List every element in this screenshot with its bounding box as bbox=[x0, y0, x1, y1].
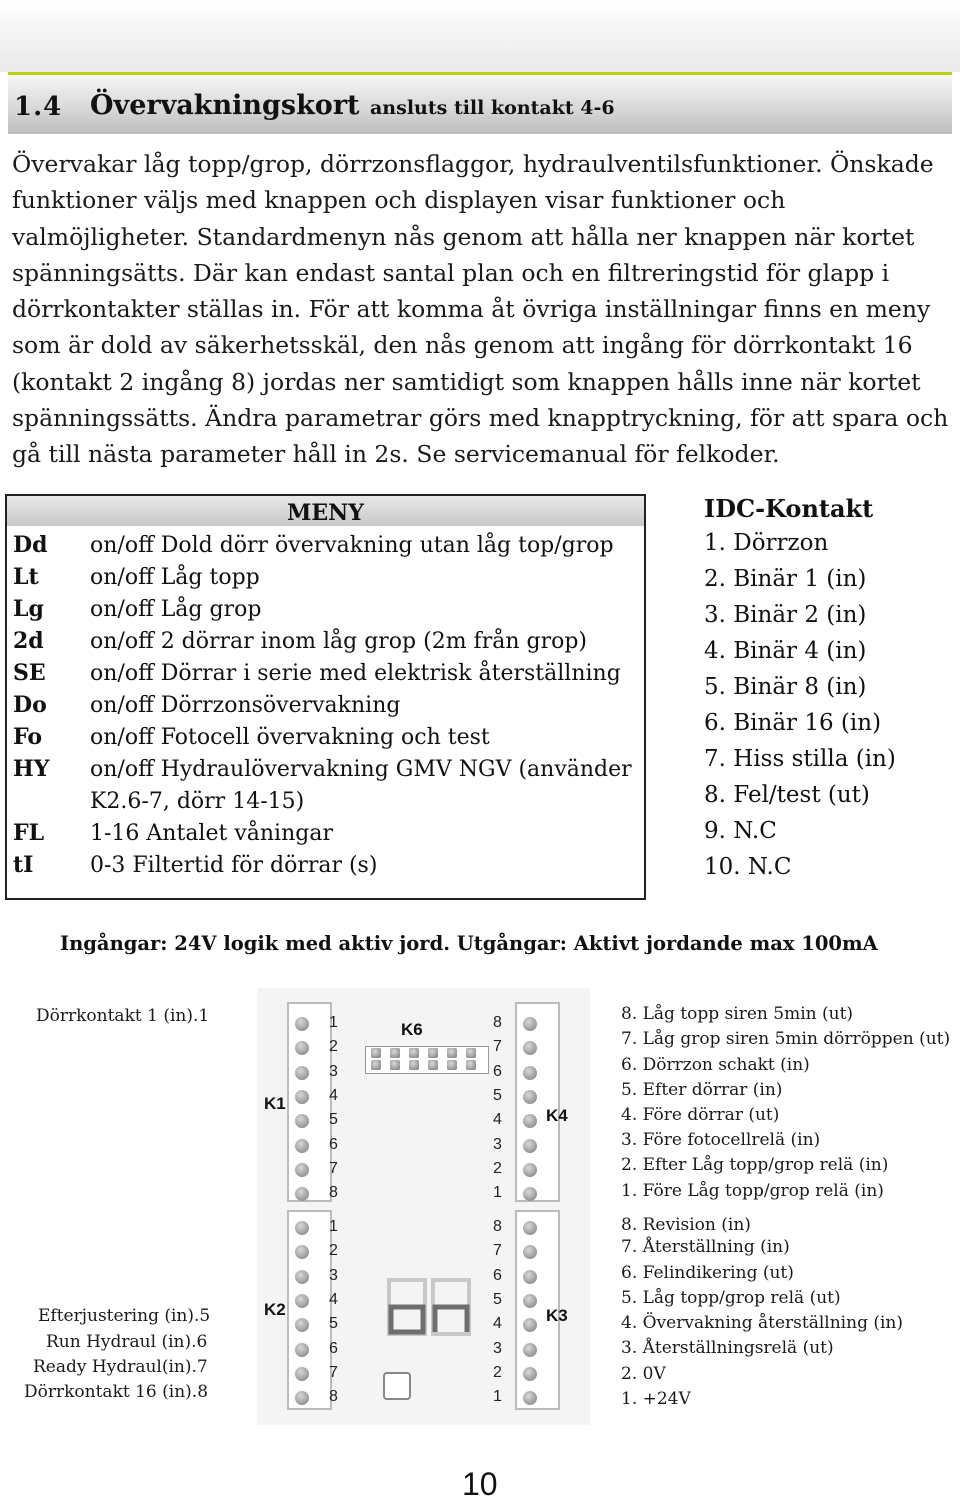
pin-number: 1 bbox=[329, 1218, 338, 1235]
idc-title: IDC-Kontakt bbox=[704, 494, 874, 523]
k4-pin-label: 3. Före fotocellrelä (in) bbox=[621, 1130, 821, 1150]
k6-label: K6 bbox=[401, 1020, 423, 1039]
pin-number: 7 bbox=[493, 1038, 502, 1056]
seven-segment-display bbox=[385, 1276, 473, 1338]
pin-number: 3 bbox=[493, 1135, 502, 1153]
menu-code: FL bbox=[13, 820, 45, 846]
k4-pin-label: 6. Dörrzon schakt (in) bbox=[621, 1055, 810, 1075]
menu-desc: on/off 2 dörrar inom låg grop (2m från grop) bbox=[90, 629, 588, 654]
pin-number: 8 bbox=[493, 1218, 502, 1235]
idc-item: 8. Fel/test (ut) bbox=[704, 782, 870, 808]
k2-pin-label: Efterjustering (in).5 bbox=[38, 1306, 211, 1326]
menu-code: Lg bbox=[13, 596, 44, 622]
k3-pin-label: 2. 0V bbox=[621, 1364, 666, 1384]
k3-pin-label: 7. Återställning (in) bbox=[621, 1237, 790, 1257]
menu-code: SE bbox=[13, 660, 46, 686]
connector-pin bbox=[295, 1187, 309, 1201]
k4-pin-label: 7. Låg grop siren 5min dörröppen (ut) bbox=[621, 1029, 951, 1049]
pin-number: 5 bbox=[493, 1290, 502, 1308]
pin-number: 2 bbox=[329, 1242, 338, 1260]
k3-pin-label: 8. Revision (in) bbox=[621, 1215, 751, 1235]
connector-pin bbox=[523, 1187, 537, 1201]
menu-desc: 1-16 Antalet våningar bbox=[90, 821, 333, 846]
connector-pin bbox=[295, 1090, 309, 1104]
section-number: 1.4 bbox=[14, 92, 63, 122]
pin-number: 5 bbox=[329, 1111, 338, 1129]
connector-pin bbox=[523, 1221, 537, 1235]
connector-pin bbox=[295, 1017, 309, 1031]
menu-code: 2d bbox=[13, 628, 44, 654]
pin-number: 2 bbox=[493, 1363, 502, 1381]
pin-number: 1 bbox=[493, 1388, 502, 1406]
connector-pin bbox=[295, 1270, 309, 1284]
pin-number: 8 bbox=[329, 1388, 338, 1406]
connector-pin bbox=[295, 1163, 309, 1177]
menu-desc: on/off Dörrar i serie med elektrisk återställning bbox=[90, 661, 621, 686]
k3-label: K3 bbox=[546, 1306, 568, 1325]
pin-number: 8 bbox=[493, 1014, 502, 1031]
idc-item: 5. Binär 8 (in) bbox=[704, 674, 867, 700]
connector-pin bbox=[523, 1391, 537, 1405]
pin-number: 6 bbox=[493, 1266, 502, 1284]
menu-desc: on/off Låg grop bbox=[90, 597, 262, 622]
k6-pin bbox=[390, 1048, 400, 1058]
k6-pin bbox=[466, 1060, 476, 1070]
menu-code: tI bbox=[13, 852, 34, 878]
page-top-gradient bbox=[0, 0, 960, 72]
pin-number: 2 bbox=[329, 1038, 338, 1056]
idc-item: 2. Binär 1 (in) bbox=[704, 566, 867, 592]
pin-number: 6 bbox=[329, 1135, 338, 1153]
menu-code: Lt bbox=[13, 564, 39, 590]
connector-pin bbox=[295, 1343, 309, 1357]
menu-title: MENY bbox=[287, 500, 364, 526]
k2-pin-label: Dörrkontakt 16 (in).8 bbox=[24, 1382, 209, 1402]
io-spec-line: Ingångar: 24V logik med aktiv jord. Utgångar: Aktivt jordande max 100mA bbox=[60, 932, 878, 955]
pin-number: 3 bbox=[329, 1062, 338, 1080]
k2-pin-label: Ready Hydraul(in).7 bbox=[33, 1357, 208, 1377]
section-subtitle: ansluts till kontakt 4-6 bbox=[370, 97, 615, 119]
k6-pin bbox=[447, 1060, 457, 1070]
k4-pin-label: 1. Före Låg topp/grop relä (in) bbox=[621, 1181, 884, 1201]
menu-desc: on/off Dold dörr övervakning utan låg top/grop bbox=[90, 533, 614, 558]
k6-pin bbox=[371, 1048, 381, 1058]
menu-code: HY bbox=[13, 756, 50, 782]
pin-number: 1 bbox=[329, 1014, 338, 1031]
pin-number: 4 bbox=[493, 1111, 502, 1129]
k1-connector bbox=[287, 1002, 332, 1202]
pin-number: 4 bbox=[329, 1086, 338, 1104]
k4-pin-label: 4. Före dörrar (ut) bbox=[621, 1105, 780, 1125]
connector-pin bbox=[295, 1294, 309, 1308]
section-title: Övervakningskort bbox=[90, 90, 360, 121]
pin-number: 1 bbox=[493, 1184, 502, 1202]
menu-code: Do bbox=[13, 692, 47, 718]
connector-pin bbox=[523, 1270, 537, 1284]
idc-item: 1. Dörrzon bbox=[704, 530, 829, 556]
menu-button[interactable] bbox=[383, 1372, 411, 1400]
idc-item: 6. Binär 16 (in) bbox=[704, 710, 882, 736]
connector-pin bbox=[523, 1367, 537, 1381]
pin-number: 2 bbox=[493, 1159, 502, 1177]
connector-pin bbox=[295, 1066, 309, 1080]
pin-number: 7 bbox=[493, 1242, 502, 1260]
menu-code: Fo bbox=[13, 724, 43, 750]
k6-pin bbox=[466, 1048, 476, 1058]
circuit-board-diagram bbox=[257, 988, 590, 1425]
menu-desc: on/off Fotocell övervakning och test bbox=[90, 725, 490, 750]
k6-pin bbox=[428, 1060, 438, 1070]
k2-pin-label: Run Hydraul (in).6 bbox=[46, 1332, 208, 1352]
k6-pin bbox=[371, 1060, 381, 1070]
k6-pin bbox=[390, 1060, 400, 1070]
connector-pin bbox=[295, 1221, 309, 1235]
pin-number: 8 bbox=[329, 1184, 338, 1202]
k6-pin bbox=[409, 1048, 419, 1058]
pin-number: 6 bbox=[493, 1062, 502, 1080]
k3-pin-label: 3. Återställningsrelä (ut) bbox=[621, 1338, 834, 1358]
pin-number: 5 bbox=[329, 1315, 338, 1333]
k4-pin-label: 2. Efter Låg topp/grop relä (in) bbox=[621, 1155, 889, 1175]
connector-pin bbox=[295, 1367, 309, 1381]
connector-pin bbox=[523, 1066, 537, 1080]
k2-label: K2 bbox=[264, 1300, 286, 1319]
k3-pin-label: 4. Övervakning återställning (in) bbox=[621, 1313, 904, 1333]
connector-pin bbox=[523, 1139, 537, 1153]
k4-pin-label: 8. Låg topp siren 5min (ut) bbox=[621, 1004, 854, 1024]
pin-number: 4 bbox=[493, 1315, 502, 1333]
k1-label: K1 bbox=[264, 1094, 286, 1113]
menu-desc: on/off Låg topp bbox=[90, 565, 260, 590]
k3-pin-label: 6. Felindikering (ut) bbox=[621, 1263, 794, 1283]
k3-pin-label: 1. +24V bbox=[621, 1389, 691, 1409]
connector-pin bbox=[523, 1163, 537, 1177]
connector-pin bbox=[295, 1391, 309, 1405]
k1-pin-label: Dörrkontakt 1 (in).1 bbox=[36, 1006, 210, 1026]
k6-pin bbox=[447, 1048, 457, 1058]
menu-desc: on/off Hydraulövervakning GMV NGV (använder K2.6-7, dörr 14-15) bbox=[90, 757, 632, 814]
pin-number: 7 bbox=[329, 1363, 338, 1381]
pin-number: 3 bbox=[329, 1266, 338, 1284]
idc-item: 9. N.C bbox=[704, 818, 777, 844]
connector-pin bbox=[523, 1090, 537, 1104]
k3-pin-label: 5. Låg topp/grop relä (ut) bbox=[621, 1288, 841, 1308]
k4-pin-label: 5. Efter dörrar (in) bbox=[621, 1080, 783, 1100]
pin-number: 5 bbox=[493, 1086, 502, 1104]
pin-number: 7 bbox=[329, 1159, 338, 1177]
menu-desc: 0-3 Filtertid för dörrar (s) bbox=[90, 853, 378, 878]
connector-pin bbox=[295, 1139, 309, 1153]
connector-pin bbox=[523, 1343, 537, 1357]
intro-paragraph: Övervakar låg topp/grop, dörrzonsflaggor, hydraulventilsfunktioner. Önskade funktioner väljs med knappen och displayen visar funktioner och valmöjligheter. Standardmenyn nås genom att hålla ner knappen när kortet spänningsätts. Där kan endast santal plan och en filtreringstid för glapp i dörrkontakter ställas in. För att komma åt övriga inställningar finns en meny som är dold av säkerhetsskäl, den nås genom att ingång för dörrkontakt 16 (kontakt 2 ingång 8) jordas ner samtidigt som knappen hålls inne när kortet spänningssätts. Ändra parametrar görs med knapptryckning, för att spara och gå till nästa parameter håll in 2s. Se servicemanual för felkoder. bbox=[12, 150, 949, 469]
menu-desc: on/off Dörrzonsövervakning bbox=[90, 693, 401, 718]
k4-connector bbox=[515, 1002, 560, 1202]
pin-number: 6 bbox=[329, 1339, 338, 1357]
idc-item: 7. Hiss stilla (in) bbox=[704, 746, 896, 772]
pin-number: 4 bbox=[329, 1290, 338, 1308]
k4-label: K4 bbox=[546, 1106, 568, 1125]
k6-pin bbox=[428, 1048, 438, 1058]
connector-pin bbox=[523, 1294, 537, 1308]
menu-code: Dd bbox=[13, 532, 48, 558]
idc-item: 10. N.C bbox=[704, 854, 792, 880]
idc-item: 3. Binär 2 (in) bbox=[704, 602, 867, 628]
connector-pin bbox=[523, 1017, 537, 1031]
pin-number: 3 bbox=[493, 1339, 502, 1357]
idc-item: 4. Binär 4 (in) bbox=[704, 638, 867, 664]
k6-pin bbox=[409, 1060, 419, 1070]
page-number: 10 bbox=[462, 1466, 498, 1502]
k2-connector bbox=[287, 1210, 332, 1410]
